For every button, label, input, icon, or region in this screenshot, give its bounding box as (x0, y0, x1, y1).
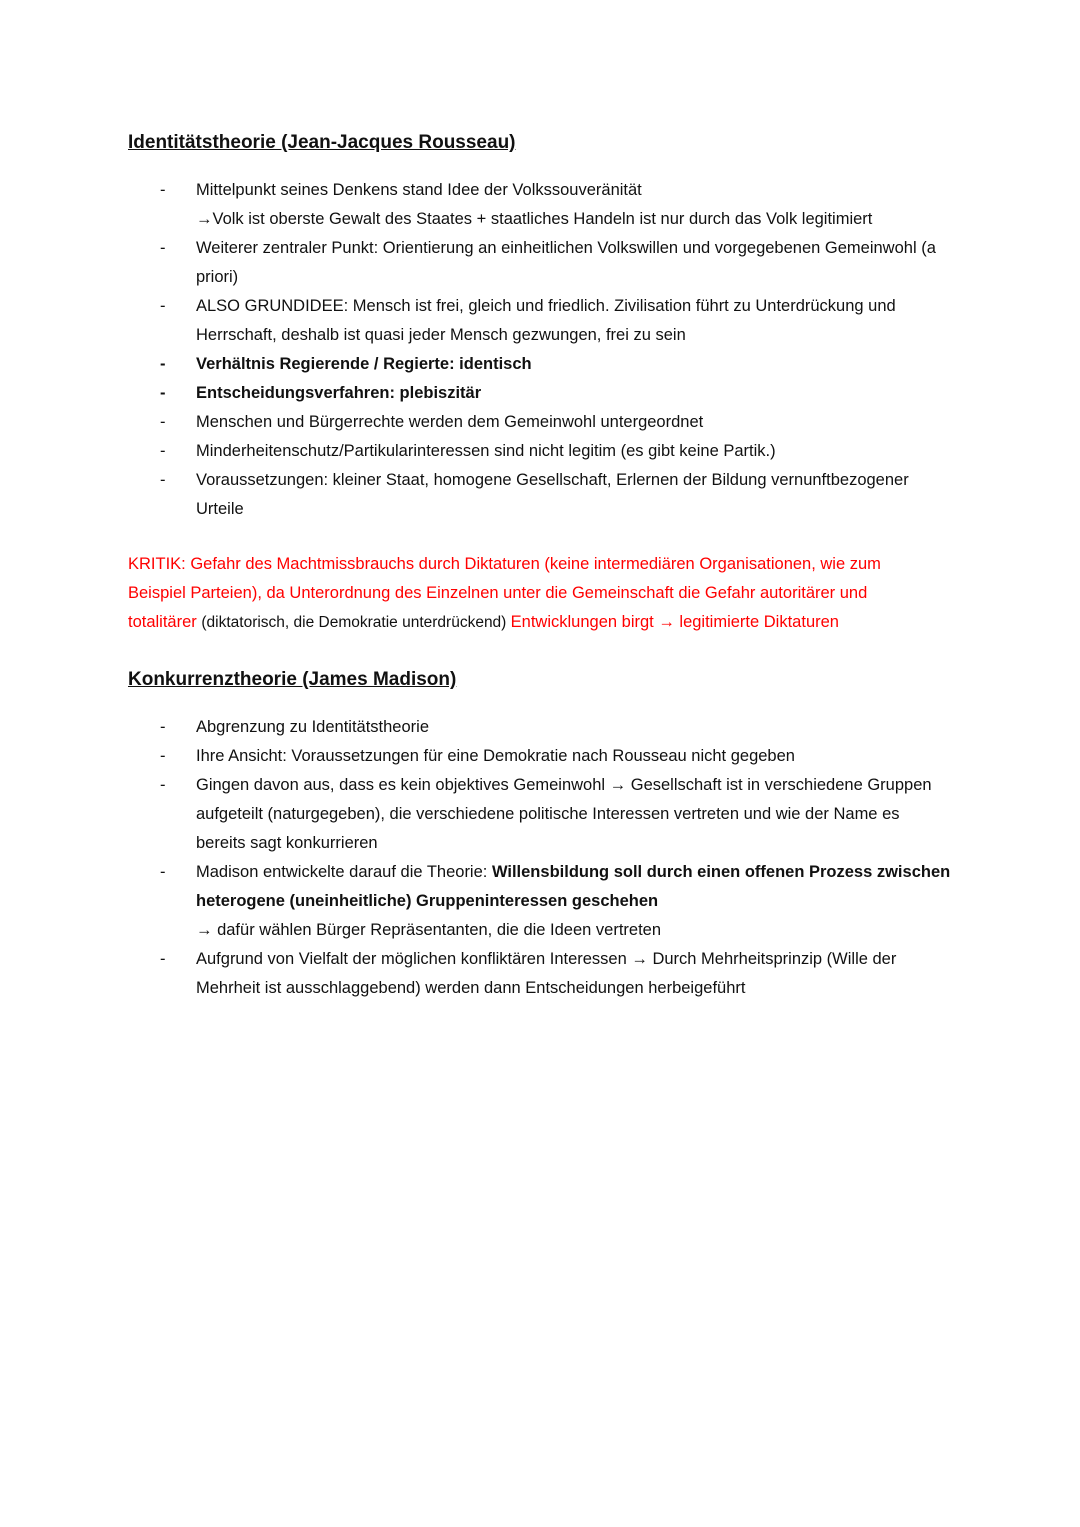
list-item (160, 945, 952, 1003)
text-segment: Madison entwickelte darauf die Theorie: (196, 863, 492, 881)
list-item (160, 742, 952, 771)
text-segment: Menschen und Bürgerrechte werden dem Gemeinwohl untergeordnet (196, 413, 704, 431)
kritik-paragraph (128, 550, 918, 637)
text-segment: Voraussetzungen: kleiner Staat, homogene Gesellschaft, Erlernen der Bildung vernunftbezogener Urteile (196, 471, 909, 518)
section-konkurrenztheorie (128, 667, 952, 1003)
text-segment: Weiterer zentraler Punkt: Orientierung an einheitlichen Volkswillen und vorgegebenen Gemeinwohl (a priori) (196, 239, 936, 286)
kritik-black-note-segment: (diktatorisch, die Demokratie unterdrückend) (201, 614, 511, 631)
text-segment: Verhältnis Regierende / Regierte: identisch (196, 355, 532, 373)
bullet-list-konkurrenztheorie (128, 713, 952, 1003)
text-segment: Ihre Ansicht: Voraussetzungen für eine Demokratie nach Rousseau nicht gegeben (196, 747, 795, 765)
list-item (160, 437, 952, 466)
list-item (160, 771, 952, 858)
text-segment: Mittelpunkt seines Denkens stand Idee der Volkssouveränität (196, 181, 642, 199)
list-item (160, 176, 952, 234)
list-item (160, 234, 952, 292)
kritik-red-segment-1: KRITIK: Gefahr des Machtmissbrauchs durch Diktaturen (keine intermediären Organisationen, wie zum Beispiel Parteien), da Unterordnung des Einzelnen unter die Gemeinschaft die Gefahr autoritärer und totalitärer (128, 555, 881, 631)
text-segment: ALSO GRUNDIDEE: Mensch ist frei, gleich und friedlich. Zivilisation führt zu Unterdrückung und Herrschaft, deshalb ist quasi jeder Mensch gezwungen, frei zu sein (196, 297, 896, 344)
section-heading-identitaetstheorie: Identitätstheorie (Jean-Jacques Rousseau) (128, 132, 516, 153)
section-heading-konkurrenztheorie: Konkurrenztheorie (James Madison) (128, 669, 457, 690)
list-item (160, 379, 952, 408)
text-segment: Gingen davon aus, dass es kein objektives Gemeinwohl → Gesellschaft ist in verschiedene Gruppen aufgeteilt (naturgegeben), die verschiedene politische Interessen vertreten und wie der Name es bereits sagt konkurrieren (196, 776, 932, 852)
list-item (160, 858, 952, 945)
list-item (160, 292, 952, 350)
section-identitaetstheorie (128, 130, 952, 524)
text-segment-arrow-line: → dafür wählen Bürger Repräsentanten, die die Ideen vertreten (196, 921, 662, 939)
kritik-red-segment-2: Entwicklungen birgt → legitimierte Diktaturen (510, 613, 839, 631)
text-segment: Minderheitenschutz/Partikularinteressen sind nicht legitim (es gibt keine Partik.) (196, 442, 776, 460)
text-segment: Aufgrund von Vielfalt der möglichen konfliktären Interessen → Durch Mehrheitsprinzip (Wille der Mehrheit ist ausschlaggebend) werden dann Entscheidungen herbeigeführt (196, 950, 897, 997)
text-segment: Abgrenzung zu Identitätstheorie (196, 718, 429, 736)
list-item (160, 408, 952, 437)
list-item (160, 713, 952, 742)
list-item (160, 350, 952, 379)
text-segment: Entscheidungsverfahren: plebiszitär (196, 384, 482, 402)
text-segment-arrow-line: →Volk ist oberste Gewalt des Staates + staatliches Handeln ist nur durch das Volk legitimiert (196, 210, 873, 228)
list-item (160, 466, 952, 524)
text-segment-bold: Willensbildung soll durch einen offenen Prozess zwischen heterogene (uneinheitliche) Gruppeninteressen geschehen (196, 863, 951, 910)
bullet-list-identitaetstheorie (128, 176, 952, 524)
